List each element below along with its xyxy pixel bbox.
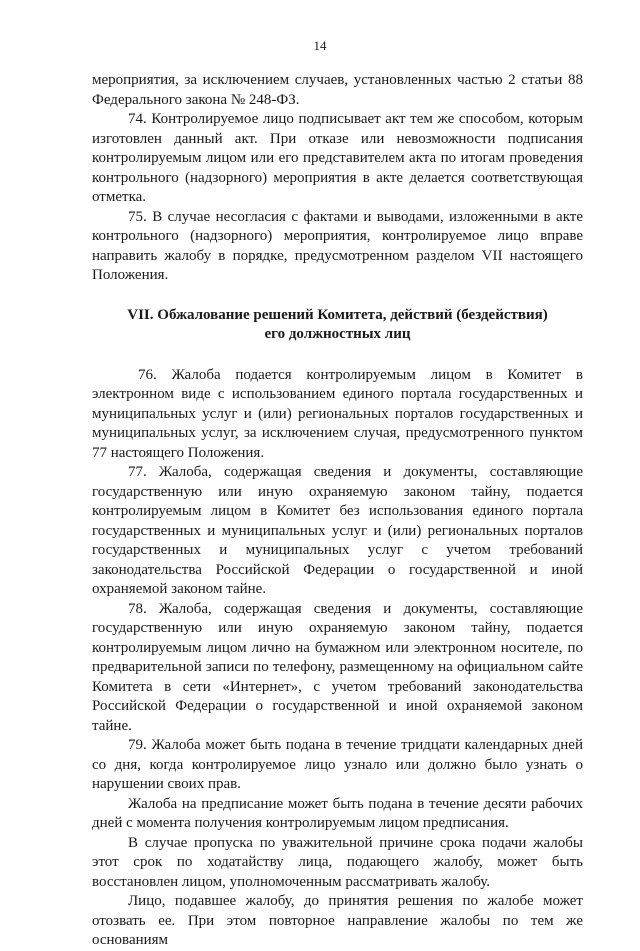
paragraph-76: 76. Жалоба подается контролируемым лицом в Комитет в электронном виде с использованием единого портала государственных и муниципальных услуг и (или) региональных порталов государственных и муниципальных услуг, за исключением случая, предусмотренного пунктом 77 настоящего Положения. [92,366,583,461]
paragraph-78: 78. Жалоба, содержащая сведения и документы, составляющие государственную или иную охраняемую законом тайну, подается контролируемым лицом лично на бумажном или электронном носителе, по предварительной записи по телефону, размещенному на официальном сайте Комитета в сети «Интернет», с учетом требований законодательства Российской Федерации о государственной и иной охраняемой законом тайне. [92,600,583,734]
paragraph-74: 74. Контролируемое лицо подписывает акт тем же способом, которым изготовлен данный акт. При отказе или невозможности подписания контролируемым лицом или его представителем акта по итогам проведения контрольного (надзорного) мероприятия в акте делается соответствующая отметка. [92,111,583,205]
paragraph-continuation: мероприятия, за исключением случаев, установленных частью 2 статьи 88 Федерального закона № 248-ФЗ. [92,72,583,108]
section-heading-line-2: его должностных лиц [264,326,411,342]
document-body [92,71,583,951]
section-heading [92,306,583,345]
page-number: 14 [313,38,327,53]
paragraph-77: 77. Жалоба, содержащая сведения и документы, составляющие государственную или иную охраняемую законом тайну, подается контролируемым лицом в Комитет без использования единого портала государственных и муниципальных услуг и (или) региональных порталов государственных и муниципальных услуг с учетом требований законодательства Российской Федерации о государственной и иной охраняемой законом тайне. [92,464,583,597]
paragraph-79: 79. Жалоба может быть подана в течение тридцати календарных дней со дня, когда контролируемое лицо узнало или должно было узнать о нарушении своих прав. [92,737,583,792]
paragraph-79-prescription: Жалоба на предписание может быть подана в течение десяти рабочих дней с момента получения контролируемым лицом предписания. [92,795,583,831]
section-heading-line-1: VII. Обжалование решений Комитета, действий (бездействия) [127,306,548,323]
paragraph-79-deadline: В случае пропуска по уважительной причине срока подачи жалобы этот срок по ходатайству лица, подающего жалобу, может быть восстановлен лицом, уполномоченным рассматривать жалобу. [92,834,583,890]
paragraph-75: 75. В случае несогласия с фактами и выводами, изложенными в акте контрольного (надзорного) мероприятия, контролируемое лицо вправе направить жалобу в порядке, предусмотренном разделом VII настоящего Положения. [92,208,583,283]
paragraph-79-withdrawal: Лицо, подавшее жалобу, до принятия решения по жалобе может отозвать ее. При этом повторное направление жалобы по тем же основаниям [92,893,583,948]
